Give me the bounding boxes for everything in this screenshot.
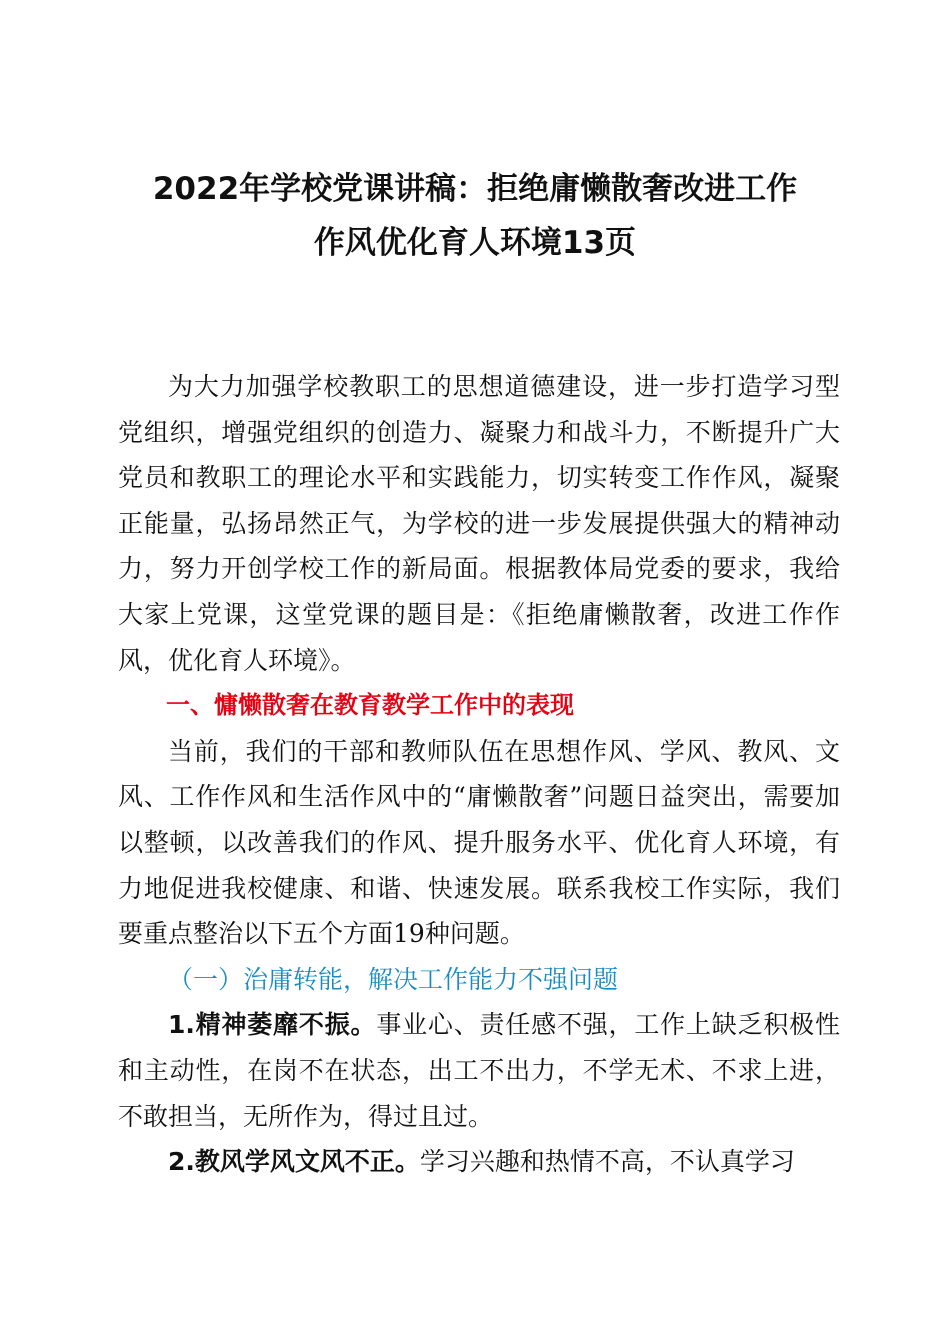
subsection-heading-1: （一）治庸转能，解决工作能力不强问题	[168, 964, 619, 994]
document-body	[118, 364, 840, 1185]
item-1-text: 事业心、责任感不强，工作上缺乏积极性和主动性，在岗不在状态，出工不出力，不学无术、不求上进，不敢担当，无所作为，得过且过。	[118, 1010, 840, 1131]
title-line-1: 2022年学校党课讲稿：拒绝庸懒散奢改进工作	[152, 171, 798, 207]
item-2-label: 2.教风学风文风不正。	[168, 1147, 420, 1177]
item-1-paragraph	[118, 1002, 840, 1139]
item-2-paragraph	[118, 1139, 840, 1185]
intro-paragraph: 为大力加强学校教职工的思想道德建设，进一步打造学习型党组织，增强党组织的创造力、凝聚力和战斗力，不断提升广大党员和教职工的理论水平和实践能力，切实转变工作作风，凝聚正能量，弘扬昂然正气，为学校的进一步发展提供强大的精神动力，努力开创学校工作的新局面。根据教体局党委的要求，我给大家上党课，这堂党课的题目是：《拒绝庸懒散奢，改进工作作风，优化育人环境》。	[118, 372, 840, 675]
document-title	[100, 162, 850, 270]
section-1-paragraph: 当前，我们的干部和教师队伍在思想作风、学风、教风、文风、工作作风和生活作风中的“庸懒散奢”问题日益突出，需要加以整顿，以改善我们的作风、提升服务水平、优化育人环境，有力地促进我校健康、和谐、快速发展。联系我校工作实际，我们要重点整治以下五个方面19种问题。	[118, 736, 840, 949]
section-heading-1: 一、慵懒散奢在教育教学工作中的表现	[166, 691, 574, 720]
item-1-label: 1.精神萎靡不振。	[168, 1010, 377, 1040]
item-2-text: 学习兴趣和热情不高，不认真学习	[419, 1147, 795, 1177]
title-line-2: 作风优化育人环境13页	[313, 225, 637, 261]
